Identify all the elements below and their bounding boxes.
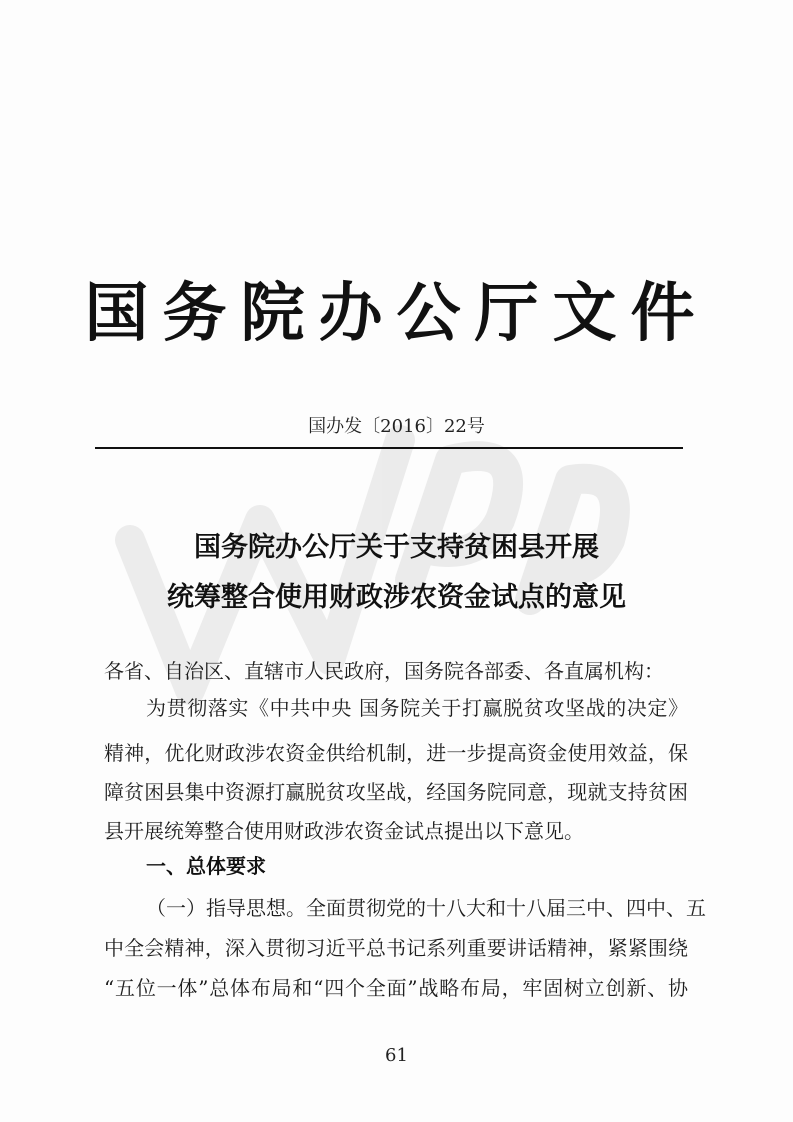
addressee: 各省、自治区、直辖市人民政府，国务院各部委、各直属机构：	[104, 659, 664, 683]
body-line: 中全会精神，深入贯彻习近平总书记系列重要讲话精神，紧紧围绕	[104, 936, 688, 960]
intro-line: 障贫困县集中资源打赢脱贫攻坚战，经国务院同意，现就支持贫困	[104, 780, 688, 804]
body-line: “五位一体”总体布局和“四个全面”战略布局，牢固树立创新、协	[104, 976, 688, 1000]
intro-line: 精神，优化财政涉农资金供给机制，进一步提高资金使用效益，保	[104, 741, 688, 765]
page-number: 61	[385, 1045, 408, 1066]
header-divider	[95, 447, 683, 449]
document-number: 国办发〔2016〕22号	[308, 416, 485, 437]
intro-line: 为贯彻落实《中共中央 国务院关于打赢脱贫攻坚战的决定》	[146, 696, 688, 720]
subject-heading-line-2: 统筹整合使用财政涉农资金试点的意见	[167, 582, 626, 613]
document-title: 国务院办公厅文件	[84, 276, 709, 351]
subject-heading-line-1: 国务院办公厅关于支持贫困县开展	[194, 532, 599, 563]
body-line: （一）指导思想。全面贯彻党的十八大和十八届三中、四中、五	[146, 896, 706, 920]
section-title: 一、总体要求	[146, 854, 266, 878]
intro-line: 县开展统筹整合使用财政涉农资金试点提出以下意见。	[104, 819, 584, 843]
